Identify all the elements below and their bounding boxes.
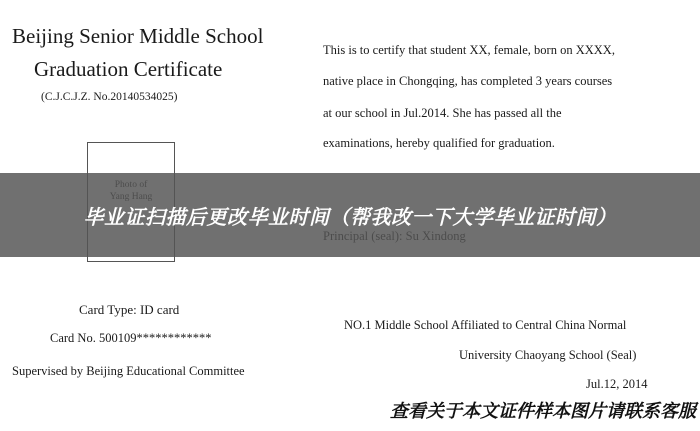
card-number: Card No. 500109************ [50, 331, 212, 345]
certificate-body-line-3: at our school in Jul.2014. She has passed all the [323, 106, 562, 120]
certificate-body-line-2: native place in Chongqing, has completed 3 years courses [323, 74, 613, 88]
school-seal-line2: University Chaoyang School (Seal) [459, 348, 637, 362]
school-seal-line1: NO.1 Middle School Affiliated to Central China Normal [344, 318, 627, 332]
banner-text: 毕业证扫描后更改毕业时间（帮我改一下大学毕业证时间） [83, 204, 617, 229]
supervised-by: Supervised by Beijing Educational Committee [12, 364, 245, 378]
issue-date: Jul.12, 2014 [586, 377, 648, 391]
certificate-body-line-4: examinations, hereby qualified for graduation. [323, 136, 555, 150]
certificate-title-line1: Beijing Senior Middle School [12, 24, 264, 48]
certificate-title-line2: Graduation Certificate [34, 57, 223, 81]
footer-contact-link[interactable]: 查看关于本文证件样本图片请联系客服 [390, 401, 696, 422]
card-type: Card Type: ID card [79, 302, 180, 317]
certificate-number: (C.J.C.J.Z. No.20140534025) [41, 91, 178, 103]
certificate-body-line-1: This is to certify that student XX, female, born on XXXX, [323, 43, 615, 57]
watermark-banner [0, 173, 700, 257]
